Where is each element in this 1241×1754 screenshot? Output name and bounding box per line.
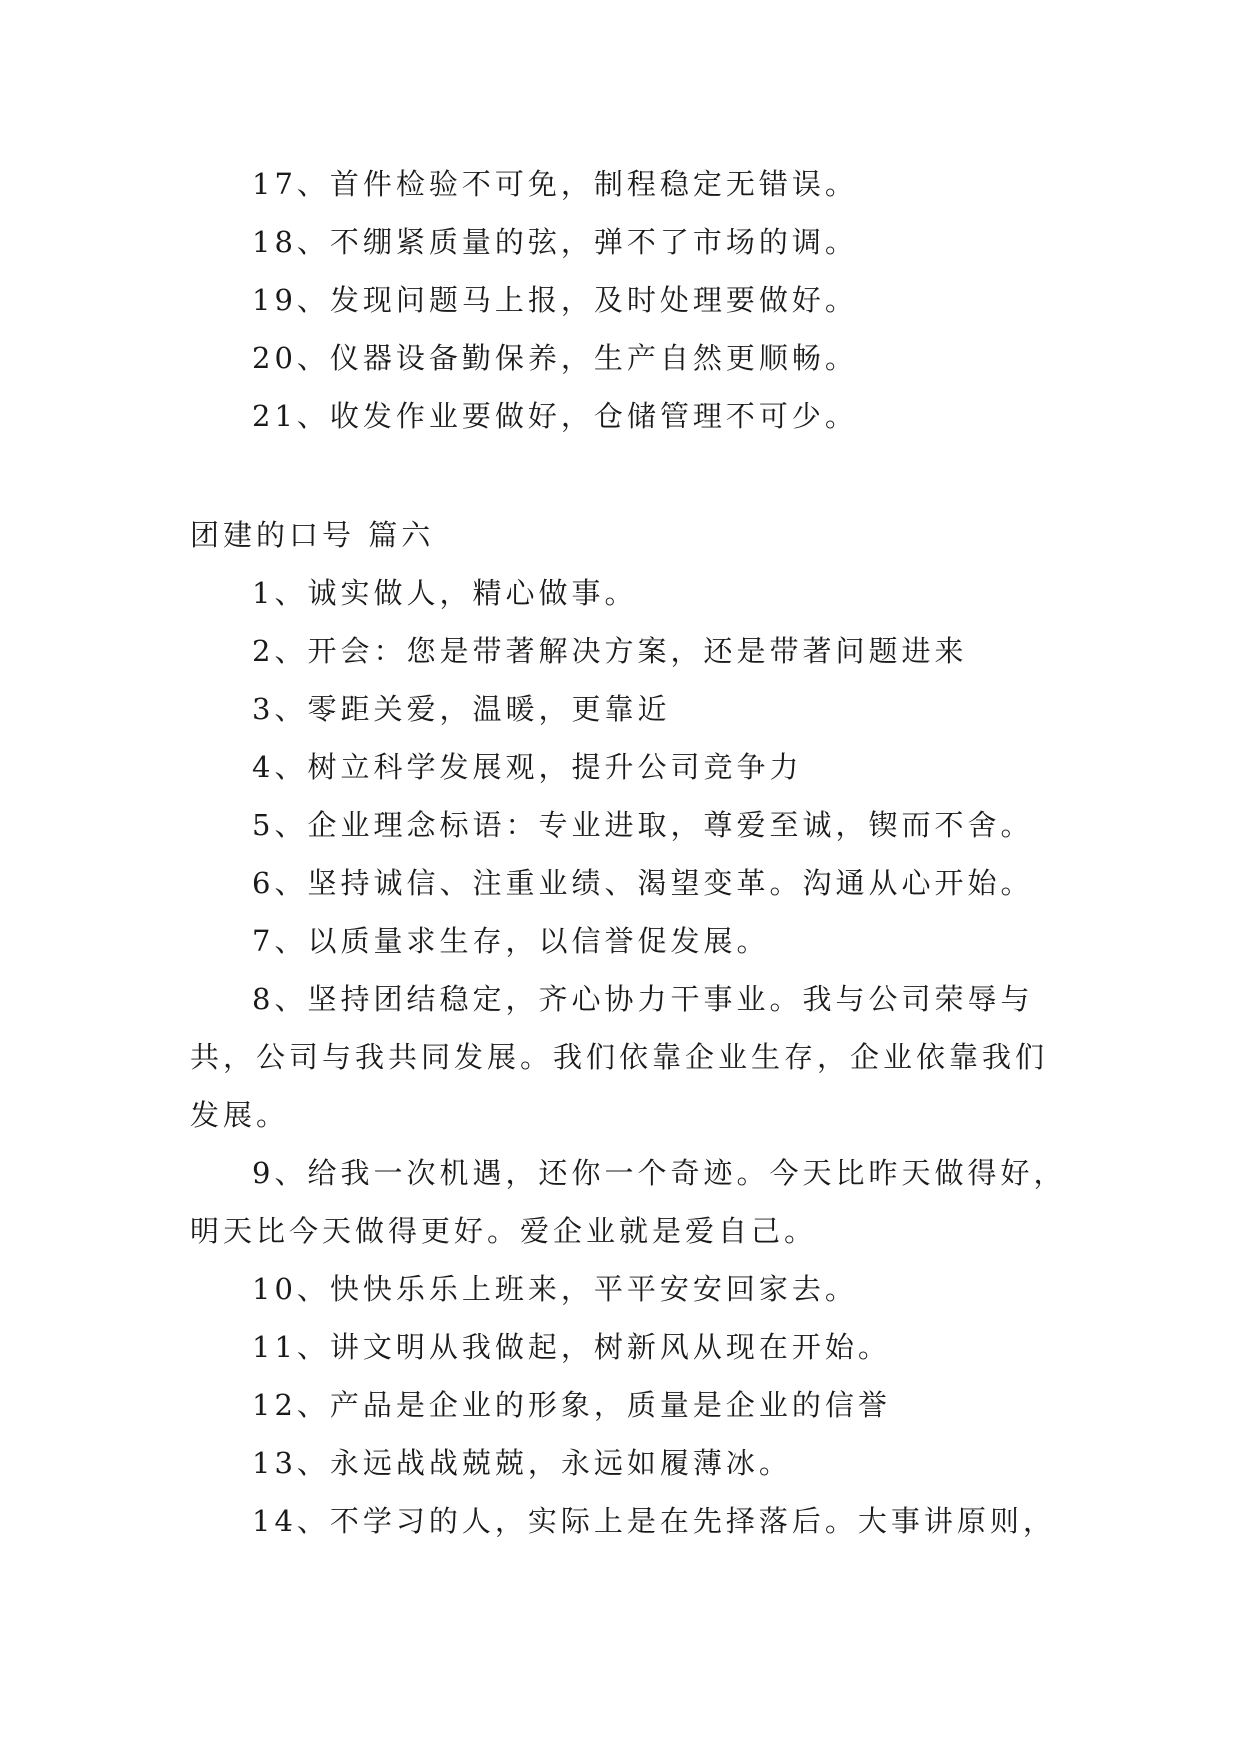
list-item: 21、收发作业要做好，仓储管理不可少。: [252, 399, 858, 433]
list-item: 2、开会：您是带著解决方案，还是带著问题进来: [252, 634, 968, 668]
list-item: 19、发现问题马上报，及时处理要做好。: [252, 283, 858, 317]
list-item: 8、坚持团结稳定，齐心协力干事业。我与公司荣辱与: [252, 982, 1034, 1016]
list-item: 20、仪器设备勤保养，生产自然更顺畅。: [252, 341, 858, 375]
list-item: 4、树立科学发展观，提升公司竞争力: [252, 750, 803, 784]
list-item-continuation: 明天比今天做得更好。爱企业就是爱自己。: [190, 1214, 818, 1248]
list-item: 13、永远战战兢兢，永远如履薄冰。: [252, 1446, 792, 1480]
list-item: 12、产品是企业的形象，质量是企业的信誉: [252, 1388, 891, 1422]
list-item: 14、不学习的人，实际上是在先择落后。大事讲原则，: [252, 1504, 1056, 1538]
list-item: 6、坚持诚信、注重业绩、渴望变革。沟通从心开始。: [252, 866, 1034, 900]
list-item: 10、快快乐乐上班来，平平安安回家去。: [252, 1272, 858, 1306]
list-item: 1、诚实做人，精心做事。: [252, 576, 638, 610]
list-item-continuation: 发展。: [190, 1098, 290, 1132]
list-item-continuation: 共，公司与我共同发展。我们依靠企业生存，企业依靠我们: [190, 1040, 1049, 1074]
list-item: 7、以质量求生存，以信誉促发展。: [252, 924, 770, 958]
list-item: 11、讲文明从我做起，树新风从现在开始。: [252, 1330, 891, 1364]
list-item: 17、首件检验不可免，制程稳定无错误。: [252, 167, 858, 201]
list-item: 3、零距关爱，温暖，更靠近: [252, 692, 671, 726]
list-item: 5、企业理念标语：专业进取，尊爱至诚，锲而不舍。: [252, 808, 1034, 842]
list-item: 18、不绷紧质量的弦，弹不了市场的调。: [252, 225, 858, 259]
section-title: 团建的口号 篇六: [190, 518, 435, 552]
list-item: 9、给我一次机遇，还你一个奇迹。今天比昨天做得好，: [252, 1156, 1067, 1190]
